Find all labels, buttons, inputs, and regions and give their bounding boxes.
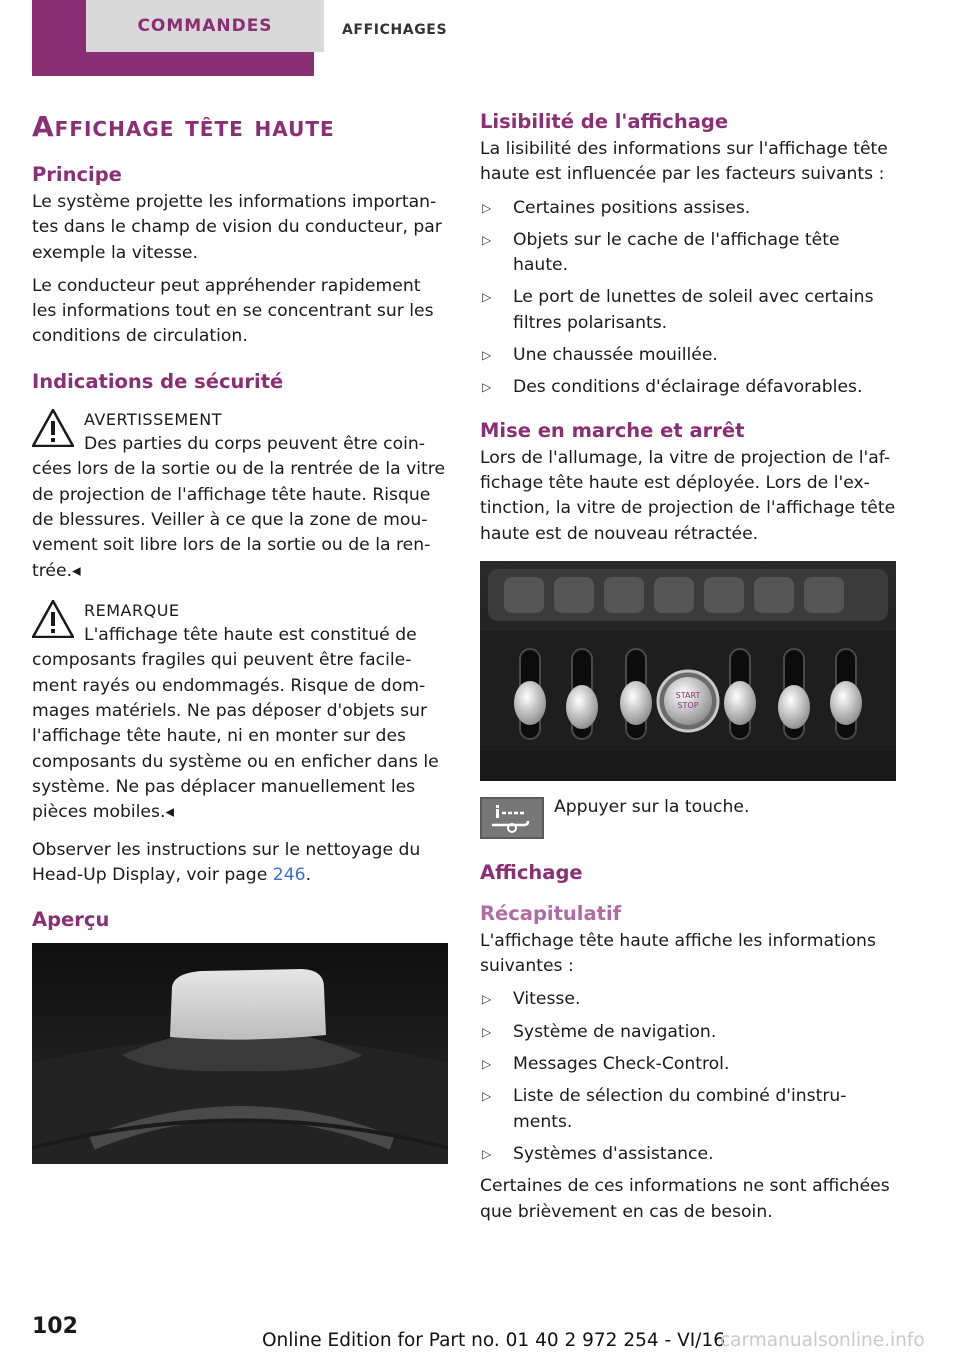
- cleaning-reference-text: Observer les instructions sur le nettoyage du Head-Up Display, voir page: [32, 839, 421, 885]
- note-label: REMARQUE: [84, 600, 180, 620]
- triangle-bullet-icon: ▷: [482, 348, 492, 363]
- head-up-display-button-icon[interactable]: [480, 797, 544, 839]
- list-item-text: Certaines positions assises.: [513, 197, 751, 218]
- toggle-switches-photo: [480, 561, 896, 781]
- list-item-text: Objets sur le cache de l'affichage tête haute.: [513, 229, 840, 276]
- heading-affichage: Affichage: [480, 860, 583, 884]
- list-item: [480, 1142, 896, 1167]
- left-column: [32, 110, 448, 1164]
- triangle-bullet-icon: ▷: [482, 290, 492, 305]
- triangle-bullet-icon: ▷: [482, 1024, 492, 1039]
- affichage-list: [480, 987, 896, 1167]
- lisibilite-intro: La lisibilité des informations sur l'affichage tête haute est influencée par les facteurs suivants :: [480, 139, 888, 185]
- list-item-text: Système de navigation.: [513, 1021, 717, 1042]
- list-item: [480, 987, 896, 1012]
- triangle-bullet-icon: ▷: [482, 1057, 492, 1072]
- heading-lisibilite: Lisibilité de l'affichage: [480, 110, 729, 133]
- list-item: [480, 1020, 896, 1045]
- list-item: [480, 343, 896, 368]
- marche-text: Lors de l'allumage, la vitre de projection de l'af-fichage tête haute est déployée. Lors de l'ex-tinction, la vitre de projection de l'affichage tête haute est de nouveau rétractée.: [480, 447, 896, 544]
- head-up-display-photo: [32, 943, 448, 1164]
- triangle-bullet-icon: ▷: [482, 992, 492, 1007]
- cleaning-reference-end: .: [305, 864, 312, 885]
- note-text: L'affichage tête haute est constitué de composants fragiles qui peuvent être facile-ment rayés ou endommagés. Risque de dom-mages matériels. Ne pas déposer d'objets sur l'affichage tête haute, ni en monter sur des composants du système ou en enficher dans le système. Ne pas déplacer manuellement les pièces mobiles.◂: [32, 625, 439, 823]
- note-block: [32, 598, 448, 826]
- triangle-bullet-icon: ▷: [482, 1089, 492, 1104]
- cleaning-reference: [32, 838, 448, 889]
- list-item: [480, 1084, 896, 1135]
- warning-block: [32, 407, 448, 584]
- affichage-outro: Certaines de ces informations ne sont affichées que brièvement en cas de besoin.: [480, 1176, 890, 1222]
- heading-recapitulatif: Récapitulatif: [480, 901, 622, 925]
- triangle-bullet-icon: ▷: [482, 200, 492, 215]
- list-item-text: Vitesse.: [513, 989, 581, 1010]
- list-item-text: Une chaussée mouillée.: [513, 345, 718, 366]
- edition-footer: Online Edition for Part no. 01 40 2 972 254 - VI/16: [262, 1330, 725, 1351]
- triangle-bullet-icon: ▷: [482, 232, 492, 247]
- start-stop-label-bottom: STOP: [677, 700, 699, 710]
- warning-text: Des parties du corps peuvent être coin-cées lors de la sortie ou de la rentrée de la vitre de projection de l'affichage tête haute. Risque de blessures. Veiller à ce que la zone de mou-vement soit libre lors de la sortie ou de la ren-trée.◂: [32, 434, 446, 581]
- watermark: carmanualsonline.info: [720, 1330, 925, 1351]
- list-item-text: Liste de sélection du combiné d'instru-ments.: [513, 1086, 847, 1132]
- hud-button-instruction: [480, 797, 896, 857]
- heading-securite: Indications de sécurité: [32, 369, 284, 393]
- list-item: [480, 285, 896, 336]
- list-item-text: Messages Check-Control.: [513, 1054, 730, 1075]
- list-item: [480, 375, 896, 400]
- page-title: Affichage tête haute: [32, 110, 335, 143]
- warning-triangle-icon: [32, 409, 74, 447]
- triangle-bullet-icon: ▷: [482, 1146, 492, 1161]
- warning-triangle-icon: [32, 600, 74, 638]
- lisibilite-list: [480, 196, 896, 401]
- start-stop-label-top: START: [675, 690, 701, 700]
- heading-principe: Principe: [32, 163, 122, 186]
- list-item-text: Systèmes d'assistance.: [513, 1143, 714, 1164]
- list-item: [480, 228, 896, 279]
- heading-marche-arret: Mise en marche et arrêt: [480, 418, 745, 442]
- warning-label: AVERTISSEMENT: [84, 409, 222, 429]
- triangle-bullet-icon: ▷: [482, 380, 492, 395]
- heading-apercu: Aperçu: [32, 908, 110, 932]
- chapter-tab-label: COMMANDES: [86, 0, 324, 52]
- affichage-intro: L'affichage tête haute affiche les informations suivantes :: [480, 930, 876, 977]
- list-item: [480, 196, 896, 221]
- list-item: [480, 1052, 896, 1077]
- page-number: 102: [32, 1314, 78, 1339]
- page-246-link[interactable]: 246: [272, 864, 306, 885]
- list-item-text: Des conditions d'éclairage défavorables.: [513, 377, 863, 398]
- principe-paragraph-1: Le système projette les informations importan-tes dans le champ de vision du conducteur, par exemple la vitesse.: [32, 192, 442, 263]
- button-instruction-text: Appuyer sur la touche.: [554, 796, 750, 817]
- section-tab-affichages[interactable]: AFFICHAGES: [342, 22, 448, 38]
- principe-paragraph-2: Le conducteur peut appréhender rapidement les informations tout en se concentrant sur les conditions de circulation.: [32, 275, 434, 347]
- right-column: [480, 110, 896, 1233]
- chapter-tab-commandes[interactable]: [32, 0, 314, 76]
- list-item-text: Le port de lunettes de soleil avec certains filtres polarisants.: [513, 287, 874, 333]
